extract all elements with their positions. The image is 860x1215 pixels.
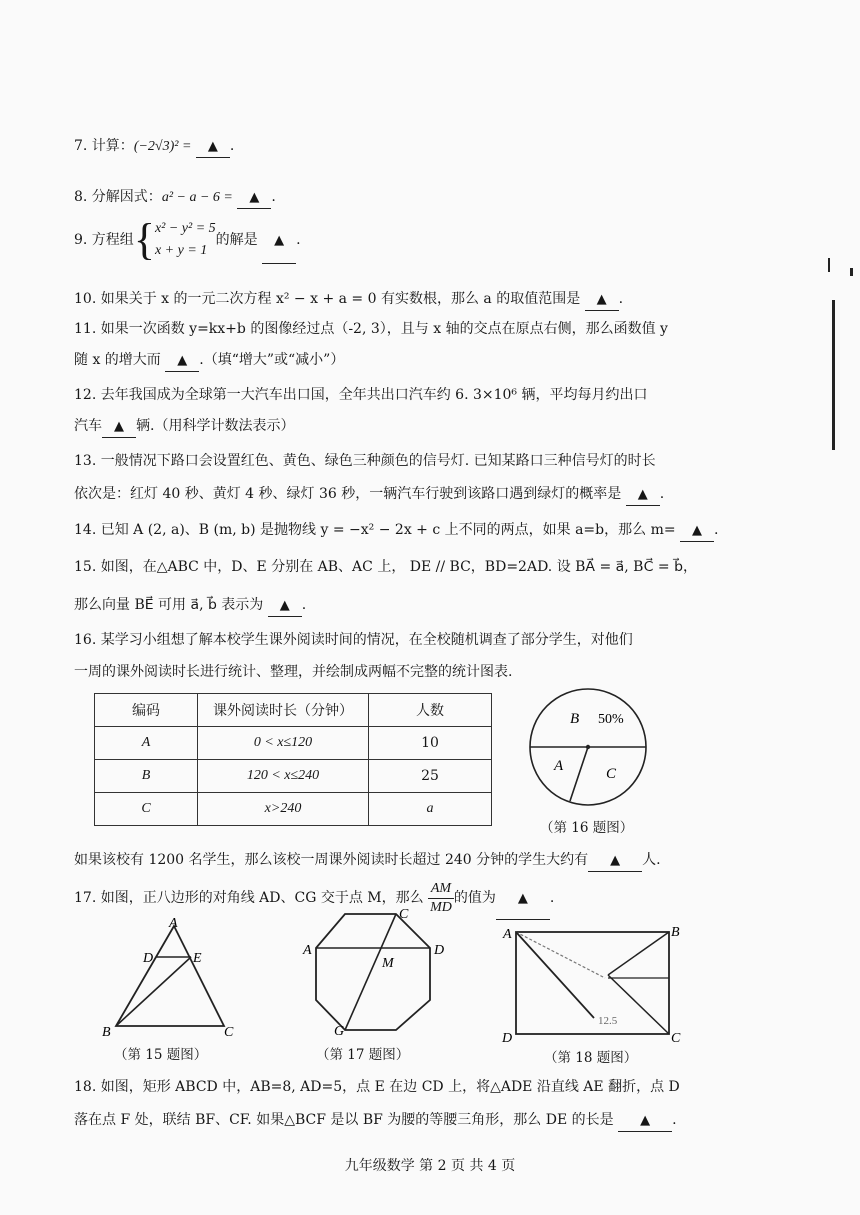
q13-line-1-text: 13. 一般情况下路口会设置红色、黄色、绿色三种颜色的信号灯. 已知某路口三种信号灯的时长 bbox=[74, 453, 656, 469]
fig17-label-a: A bbox=[303, 943, 312, 958]
question-18-line-1 bbox=[74, 1077, 680, 1097]
q18-end: . bbox=[672, 1112, 677, 1128]
q17-prefix: 17. 如图，正八边形的对角线 AD、CG 交于点 M，那么 bbox=[74, 890, 424, 906]
fig15-label-d: D bbox=[143, 951, 154, 966]
question-9 bbox=[74, 215, 301, 264]
question-15-line-1 bbox=[74, 557, 697, 577]
question-18-line-2 bbox=[74, 1110, 677, 1132]
table-row bbox=[95, 793, 492, 826]
table-cell: A bbox=[95, 727, 198, 760]
q17-fraction-numerator: AM bbox=[428, 880, 454, 899]
fig18-handwritten-note: 12.5 bbox=[598, 1015, 618, 1027]
answer-triangle-icon: ▲ bbox=[637, 487, 648, 502]
q16-line-2-text: 一周的课外阅读时长进行统计、整理，并绘制成两幅不完整的统计图表. bbox=[74, 664, 513, 680]
scan-edge-mark bbox=[832, 300, 835, 450]
fig15-caption: （第 15 题图） bbox=[114, 1047, 208, 1063]
question-13-line-2 bbox=[74, 484, 664, 506]
fig17-label-m: M bbox=[382, 956, 394, 971]
question-16-line-2 bbox=[74, 662, 512, 682]
question-10 bbox=[74, 289, 623, 311]
q7-prefix: 7. 计算： bbox=[74, 138, 134, 154]
q11-line-2-prefix: 随 x 的增大而 bbox=[74, 352, 161, 368]
table-cell: 120 < x≤240 bbox=[198, 760, 369, 793]
fig17-label-g: G bbox=[334, 1024, 345, 1039]
question-8 bbox=[74, 187, 276, 209]
fig15-triangle bbox=[96, 918, 246, 1040]
regular-octagon bbox=[316, 914, 430, 1030]
q14-text: 14. 已知 A (2, a)、B (m, b) 是抛物线 y = −x² − 2x + c 上不同的两点，如果 a=b，那么 m= bbox=[74, 522, 676, 538]
answer-blank bbox=[165, 350, 199, 372]
q12-line-1-text: 12. 去年我国成为全球第一大汽车出口国，全年共出口汽车约 6. 3×10⁶ 辆，平均每月约出口 bbox=[74, 387, 648, 403]
pie-label-c: C bbox=[606, 766, 617, 782]
table-cell: C bbox=[95, 793, 198, 826]
answer-blank bbox=[237, 187, 271, 209]
fig15-label-e: E bbox=[193, 951, 202, 966]
question-11-line-1 bbox=[74, 319, 668, 339]
question-12-line-2 bbox=[74, 416, 294, 438]
question-16-line-1 bbox=[74, 630, 633, 650]
fold-line bbox=[516, 932, 605, 978]
fig18-label-a: A bbox=[503, 927, 512, 942]
question-14 bbox=[74, 520, 719, 542]
q10-text: 10. 如果关于 x 的一元二次方程 x² − x + a = 0 有实数根，那么 a 的取值范围是 bbox=[74, 291, 581, 307]
segment-be bbox=[116, 957, 191, 1026]
q17-fraction-denominator: MD bbox=[430, 899, 452, 915]
table-header-cell: 编码 bbox=[95, 694, 198, 727]
segment-bf bbox=[608, 932, 669, 975]
q11-line-2-suffix: .（填“增大”或“减小”） bbox=[199, 352, 345, 368]
question-12-line-1 bbox=[74, 385, 648, 405]
pie-divider bbox=[570, 747, 588, 801]
segment-ae bbox=[516, 932, 594, 1018]
reading-time-table bbox=[94, 693, 492, 826]
fig15-label-c: C bbox=[224, 1025, 234, 1040]
fig17-octagon bbox=[300, 904, 450, 1040]
table-row bbox=[95, 760, 492, 793]
q15-end: . bbox=[301, 597, 307, 613]
q15-line-2-prefix: 那么向量 BE⃗ 可用 a⃗, b⃗ 表示为 bbox=[74, 597, 264, 613]
table-header-cell: 人数 bbox=[369, 694, 492, 727]
table-cell: 0 < x≤120 bbox=[198, 727, 369, 760]
answer-triangle-icon: ▲ bbox=[274, 233, 285, 248]
q17-end: . bbox=[549, 890, 555, 906]
answer-blank bbox=[262, 218, 296, 264]
table-cell: B bbox=[95, 760, 198, 793]
table-cell: x>240 bbox=[198, 793, 369, 826]
answer-blank bbox=[268, 595, 302, 617]
q14-end: . bbox=[714, 522, 719, 538]
q7-expression: (−2√3)² = bbox=[133, 139, 192, 154]
q8-expression: a² − a − 6 = bbox=[161, 190, 233, 205]
diagonal-cg bbox=[345, 914, 396, 1030]
scan-edge-mark bbox=[828, 258, 830, 272]
table-header-row bbox=[95, 694, 492, 727]
q9-equation-2: x + y = 1 bbox=[154, 243, 208, 258]
table-cell: 10 bbox=[369, 727, 492, 760]
fig18-label-c: C bbox=[671, 1031, 681, 1044]
fig15-label-a: A bbox=[169, 918, 178, 931]
q13-end: . bbox=[659, 486, 665, 502]
q13-line-2-prefix: 依次是：红灯 40 秒、黄灯 4 秒、绿灯 36 秒，一辆汽车行驶到该路口遇到绿灯的概率是 bbox=[74, 486, 622, 502]
table-row bbox=[95, 727, 492, 760]
scan-edge-mark bbox=[850, 268, 853, 276]
table-cell: a bbox=[369, 793, 492, 826]
q12-line-2-prefix: 汽车 bbox=[74, 418, 102, 434]
q8-prefix: 8. 分解因式： bbox=[74, 189, 162, 205]
q16-followup-suffix: 人. bbox=[642, 852, 661, 868]
answer-blank bbox=[588, 850, 642, 872]
question-16-followup bbox=[74, 850, 661, 872]
answer-triangle-icon: ▲ bbox=[177, 353, 188, 368]
pie-label-b: B bbox=[570, 711, 580, 727]
fig18-label-b: B bbox=[671, 925, 680, 940]
q10-end: . bbox=[618, 291, 624, 307]
answer-triangle-icon: ▲ bbox=[279, 598, 290, 613]
table-cell: 25 bbox=[369, 760, 492, 793]
answer-triangle-icon: ▲ bbox=[610, 853, 621, 868]
answer-blank bbox=[496, 878, 550, 920]
q15-line-1-text: 15. 如图，在△ABC 中，D、E 分别在 AB、AC 上， DE // BC，BD=2AD. 设 BA⃗ = a⃗, BC⃗ = b⃗， bbox=[74, 559, 697, 575]
answer-blank bbox=[585, 289, 619, 311]
fig16-caption: （第 16 题图） bbox=[540, 820, 634, 836]
question-13-line-1 bbox=[74, 451, 656, 471]
q9-suffix: 的解是 bbox=[215, 232, 258, 248]
fig17-label-d: D bbox=[434, 943, 445, 958]
question-7 bbox=[74, 136, 234, 158]
answer-triangle-icon: ▲ bbox=[249, 190, 260, 205]
q16-line-1-text: 16. 某学习小组想了解本校学生课外阅读时间的情况，在全校随机调查了部分学生，对他们 bbox=[74, 632, 633, 648]
answer-triangle-icon: ▲ bbox=[596, 292, 607, 307]
page-footer: 九年级数学 第 2 页 共 4 页 bbox=[344, 1158, 516, 1174]
question-15-line-2 bbox=[74, 595, 306, 617]
fig18-caption: （第 18 题图） bbox=[544, 1050, 638, 1066]
answer-triangle-icon: ▲ bbox=[517, 891, 528, 906]
answer-blank bbox=[196, 136, 230, 158]
answer-triangle-icon: ▲ bbox=[114, 419, 124, 434]
q18-line-1-text: 18. 如图，矩形 ABCD 中，AB=8, AD=5，点 E 在边 CD 上，将△ADE 沿直线 AE 翻折，点 D bbox=[74, 1079, 680, 1095]
q9-system bbox=[155, 218, 216, 262]
q9-end: . bbox=[296, 232, 301, 248]
fig18-label-d: D bbox=[502, 1031, 513, 1044]
q7-end: . bbox=[229, 138, 235, 154]
table-header-cell: 课外阅读时长（分钟） bbox=[198, 694, 369, 727]
q9-equation-1: x² − y² = 5 bbox=[154, 221, 216, 236]
fig17-label-c: C bbox=[399, 907, 409, 922]
pie-percent-b: 50% bbox=[598, 712, 624, 727]
pie-center-dot bbox=[586, 745, 590, 749]
q18-line-2-prefix: 落在点 F 处，联结 BF、CF. 如果△BCF 是以 BF 为腰的等腰三角形，那么 DE 的长是 bbox=[74, 1112, 614, 1128]
q12-line-2-suffix: 辆.（用科学计数法表示） bbox=[136, 418, 295, 434]
answer-blank bbox=[626, 484, 660, 506]
fig18-rectangle bbox=[500, 920, 690, 1044]
q11-line-1-text: 11. 如果一次函数 y=kx+b 的图像经过点（-2, 3），且与 x 轴的交点在原点右侧，那么函数值 y bbox=[74, 321, 668, 337]
q8-end: . bbox=[271, 189, 276, 205]
pie-chart-figure bbox=[526, 686, 656, 814]
q17-suffix: 的值为 bbox=[453, 890, 496, 906]
answer-blank bbox=[102, 416, 136, 438]
fig17-caption: （第 17 题图） bbox=[316, 1047, 410, 1063]
question-11-line-2 bbox=[74, 350, 344, 372]
q9-prefix: 9. 方程组 bbox=[74, 232, 134, 248]
answer-triangle-icon: ▲ bbox=[207, 139, 218, 154]
fig15-label-b: B bbox=[102, 1025, 111, 1040]
q16-followup-prefix: 如果该校有 1200 名学生，那么该校一周课外阅读时长超过 240 分钟的学生大约有 bbox=[74, 852, 589, 868]
answer-triangle-icon: ▲ bbox=[640, 1113, 651, 1128]
brace-icon: { bbox=[133, 215, 155, 264]
pie-label-a: A bbox=[554, 758, 564, 774]
answer-triangle-icon: ▲ bbox=[692, 523, 703, 538]
answer-blank bbox=[680, 520, 714, 542]
answer-blank bbox=[618, 1110, 672, 1132]
